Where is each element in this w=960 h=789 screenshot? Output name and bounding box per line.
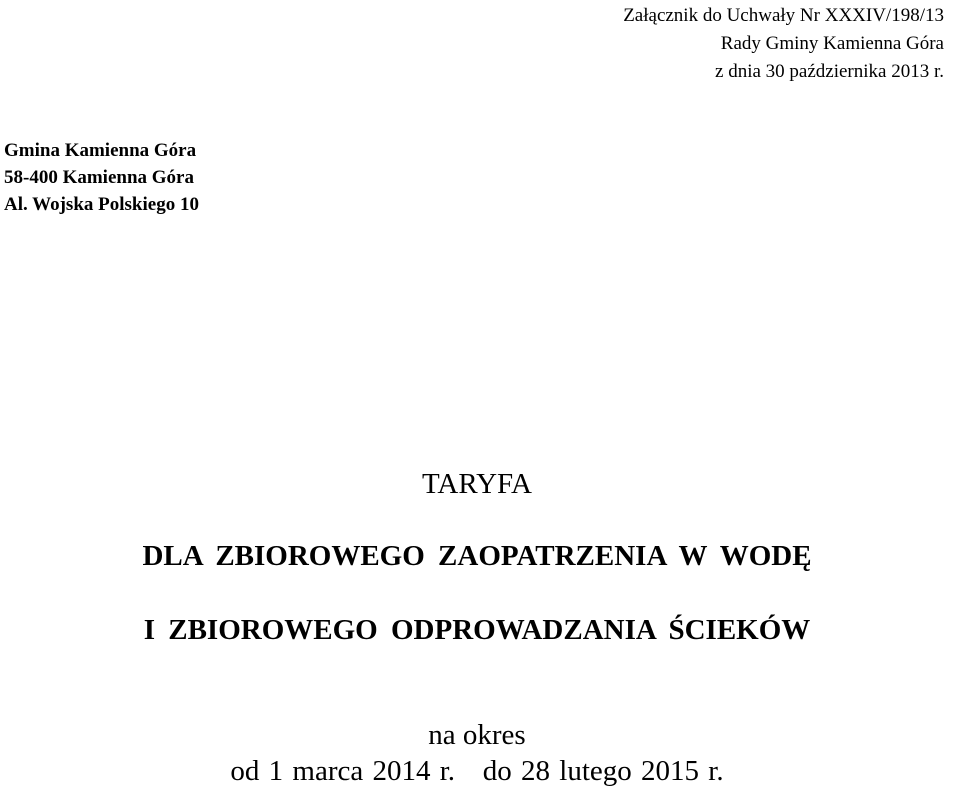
annex-line-resolution: Załącznik do Uchwały Nr XXXIV/198/13: [623, 5, 944, 26]
annex-line-council: Rady Gminy Kamienna Góra: [720, 33, 944, 54]
issuer-name: Gmina Kamienna Góra: [4, 140, 197, 161]
annex-header: [623, 2, 944, 86]
period-dates: od 1 marca 2014 r. do 28 lutego 2015 r.: [230, 755, 724, 787]
issuer-street: Al. Wojska Polskiego 10: [4, 194, 199, 215]
period-label: na okres: [428, 719, 526, 751]
subtitle-water-supply: DLA ZBIOROWEGO ZAOPATRZENIA W WODĘ: [142, 540, 812, 572]
issuer-postal: 58-400 Kamienna Góra: [4, 167, 194, 188]
subtitle-sewage: I ZBIOROWEGO ODPROWADZANIA ŚCIEKÓW: [143, 614, 811, 646]
issuer-address: [4, 137, 199, 218]
annex-line-date: z dnia 30 października 2013 r.: [715, 61, 944, 82]
document-title: TARYFA: [422, 468, 532, 500]
